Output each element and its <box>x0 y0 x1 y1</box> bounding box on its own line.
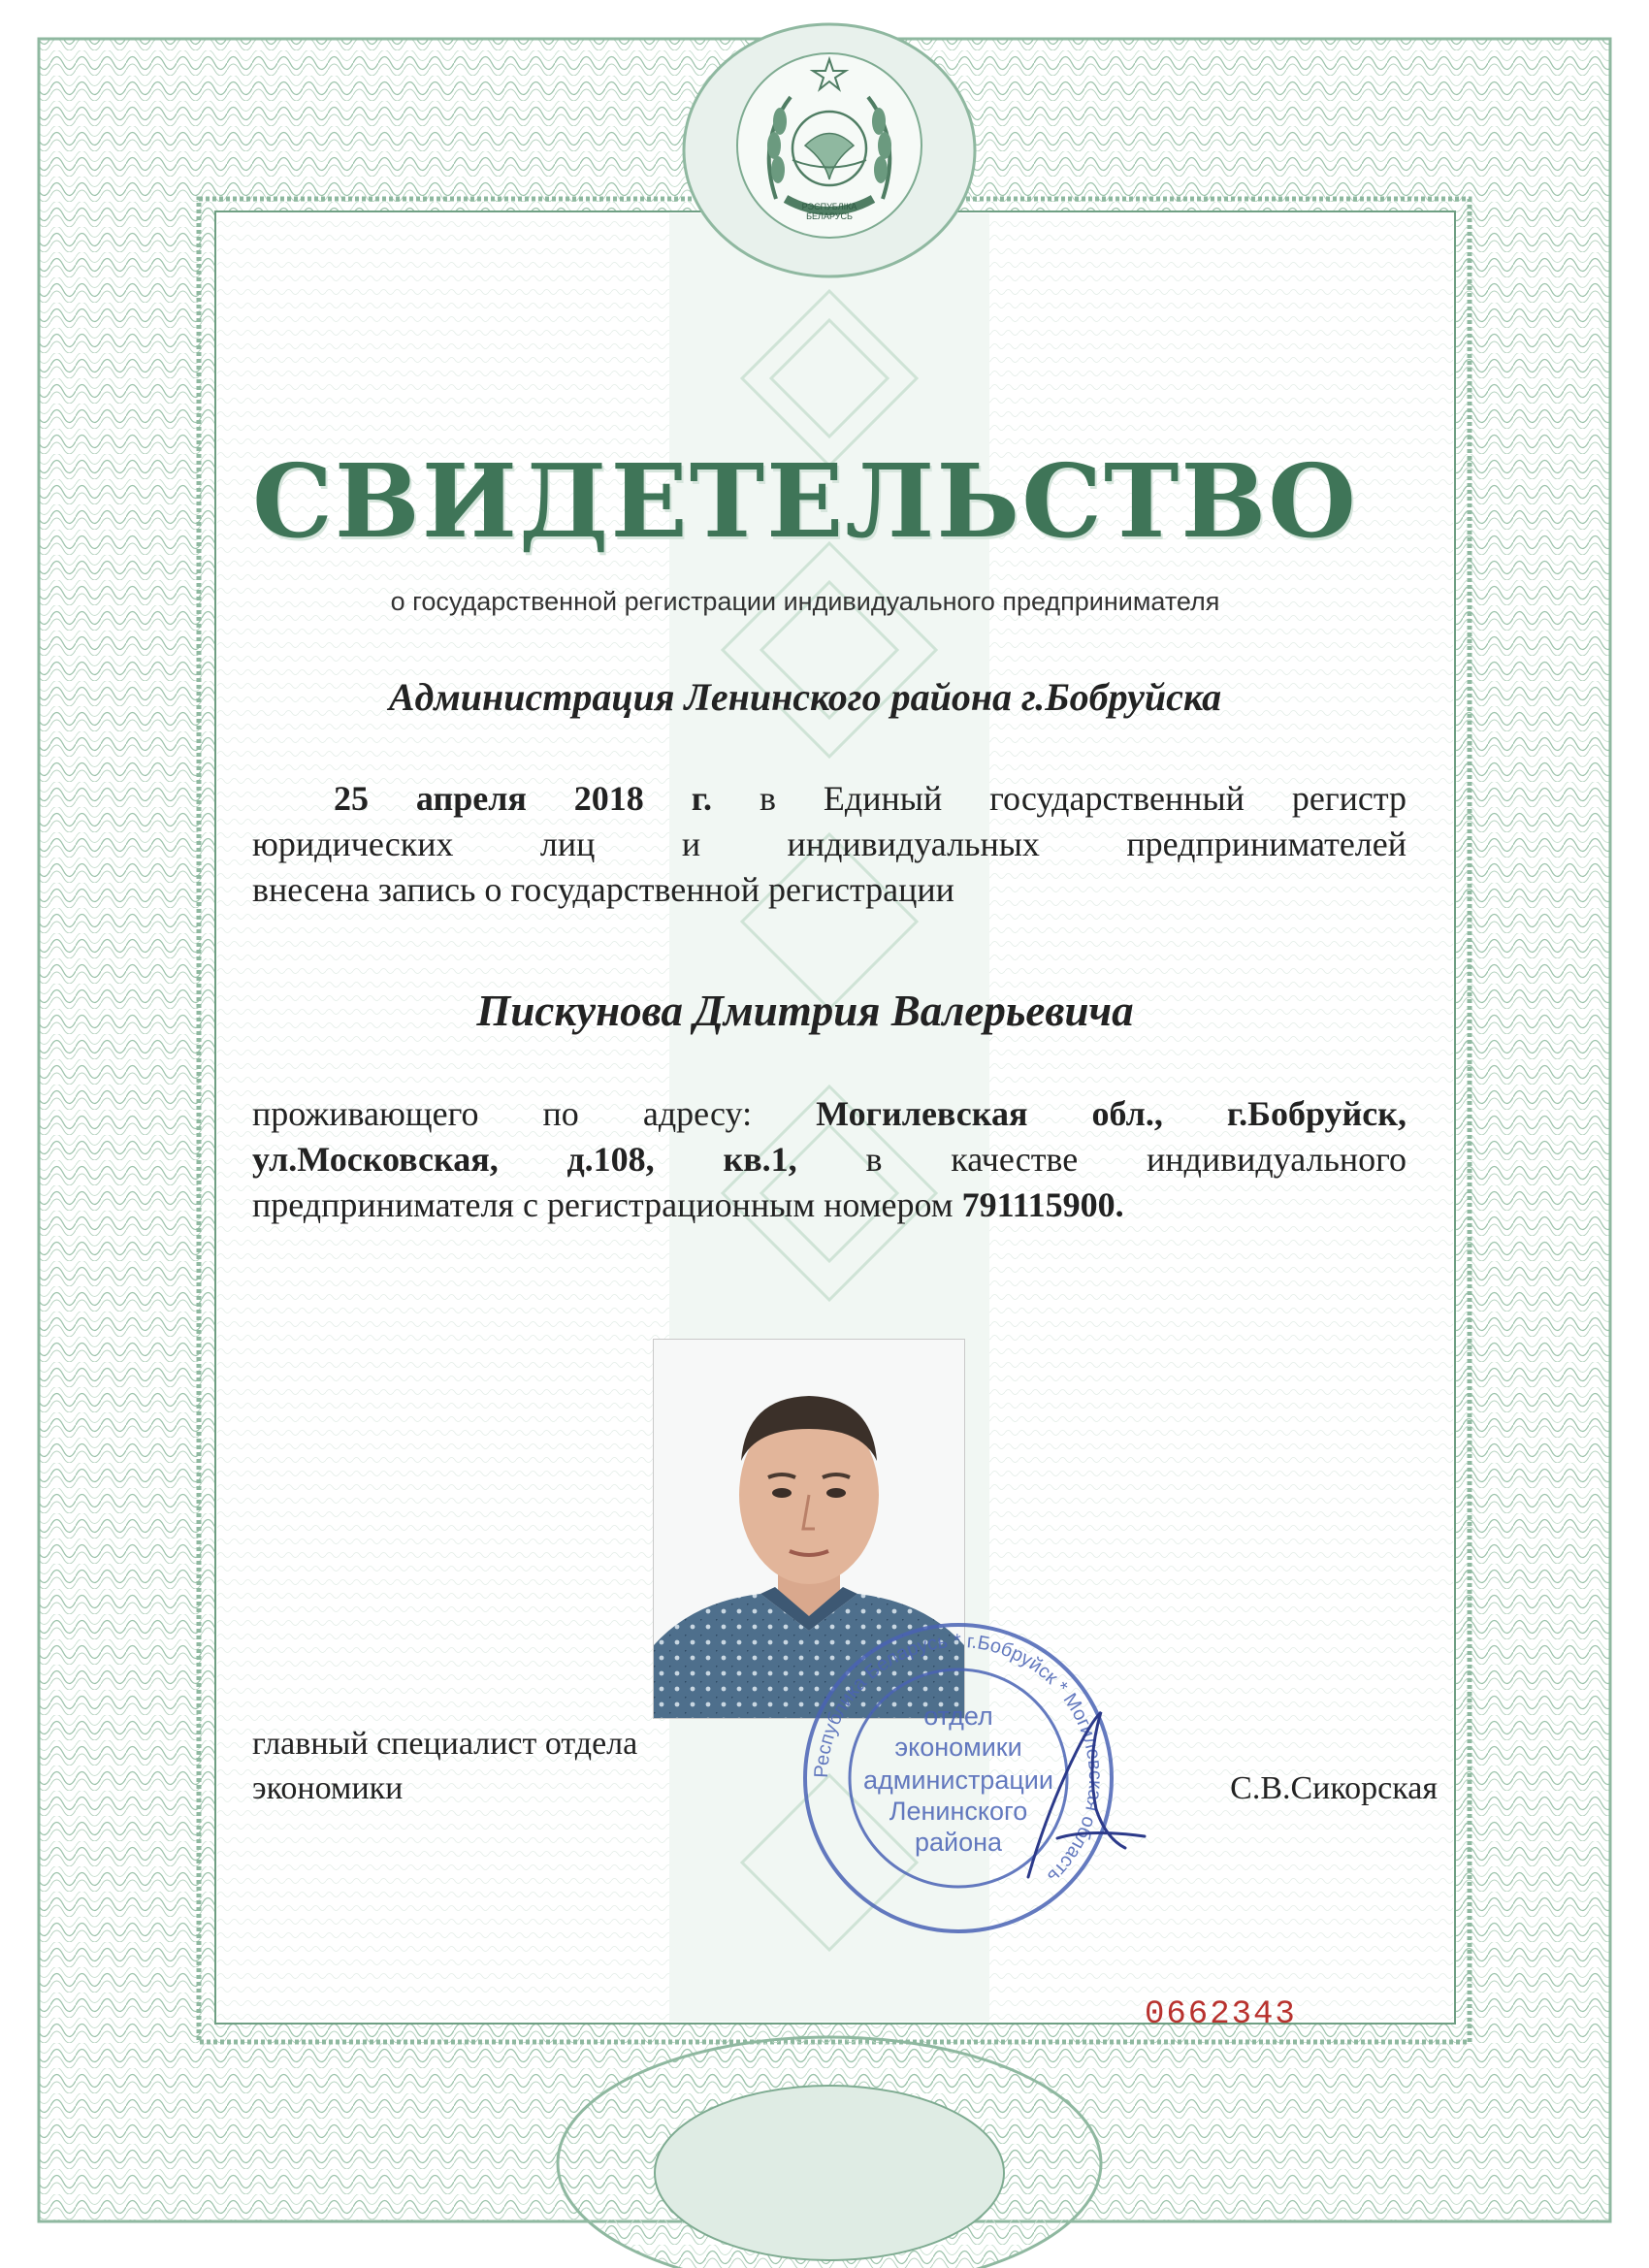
stamp-line-2: экономики <box>894 1733 1022 1762</box>
document-title: СВИДЕТЕЛЬСТВО <box>252 441 1358 561</box>
stamp-line-1: отдел <box>923 1701 993 1731</box>
address-line-1 <box>252 1091 1406 1137</box>
signer-position-line-2: экономики <box>252 1770 404 1806</box>
address-line-2 <box>252 1137 1406 1183</box>
registration-date: 25 апреля 2018 г. <box>334 779 713 818</box>
signer-position <box>252 1722 637 1811</box>
address-suffix: в качестве индивидуального <box>865 1140 1407 1179</box>
signer-name: С.В.Сикорская <box>1230 1770 1438 1806</box>
registration-record-paragraph <box>252 776 1406 913</box>
record-line-2: юридических лиц и индивидуальных предпринимателей <box>252 825 1406 863</box>
document-subtitle: о государственной регистрации индивидуального предпринимателя <box>390 587 1220 616</box>
emblem-ribbon-text: РЭСПУБЛІКА БЕЛАРУСЬ <box>801 202 857 221</box>
address-street: ул.Московская, д.108, кв.1, <box>252 1140 797 1179</box>
stamp-ring-text: Республика Беларусь * г.Бобруйск * Могилевская область <box>810 1630 1107 1888</box>
record-line-1 <box>252 776 1406 822</box>
registration-number-label: предпринимателя с регистрационным номером <box>252 1185 954 1224</box>
stamp-line-4: Ленинского <box>889 1797 1028 1826</box>
address-line-3 <box>252 1183 1406 1228</box>
stamp-line-3: администрации <box>863 1766 1053 1795</box>
address-prefix: проживающего по адресу: <box>252 1094 753 1133</box>
entrepreneur-name: Пискунова Дмитрия Валерьевича <box>476 987 1134 1035</box>
address-region-city: Могилевская обл., г.Бобруйск, <box>816 1094 1406 1133</box>
registration-number: 791115900. <box>961 1185 1124 1224</box>
record-line-1-text: в Единый государственный регистр <box>759 779 1406 818</box>
record-line-3: внесена запись о государственной регистрации <box>252 870 954 909</box>
handwritten-signature <box>1009 1693 1154 1887</box>
stamp-line-5: района <box>914 1828 1003 1857</box>
issuing-authority: Администрация Ленинского района г.Бобруйска <box>388 675 1222 719</box>
serial-number: 0662343 <box>1145 1996 1297 2033</box>
address-paragraph <box>252 1091 1406 1228</box>
signer-position-line-1: главный специалист отдела <box>252 1726 638 1762</box>
